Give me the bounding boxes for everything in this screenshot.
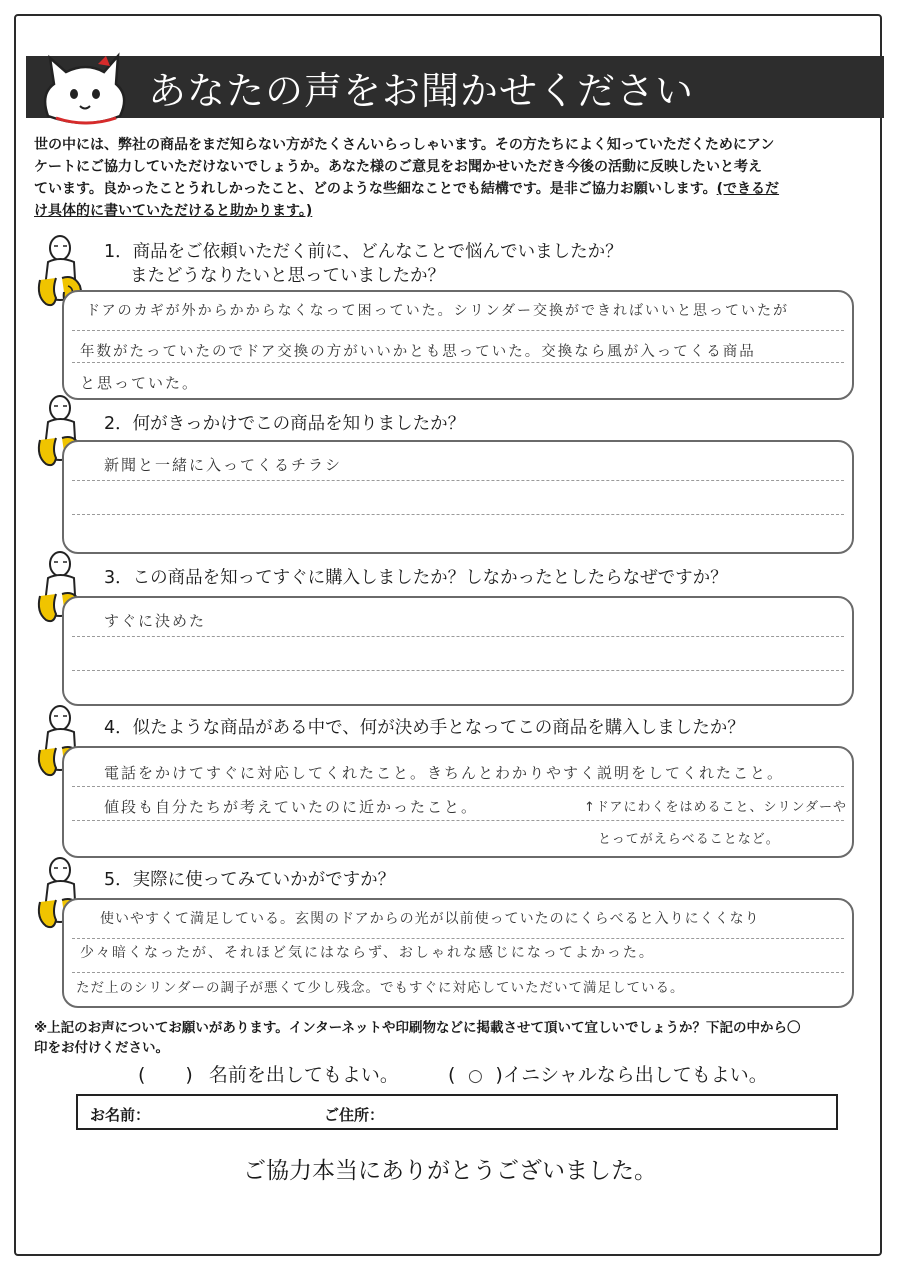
ruled-line xyxy=(72,972,844,973)
question-5-text: 5．実際に使ってみていかがですか？ xyxy=(104,870,396,890)
answer-1-line-2: 年数がたっていたのでドア交換の方がいいかとも思っていた。交換なら風が入ってくる商品 xyxy=(80,344,756,360)
answer-4-line-2: 値段も自分たちが考えていたのに近かったこと。 xyxy=(104,798,479,816)
intro-paragraph xyxy=(34,134,866,222)
name-field-label: お名前： xyxy=(90,1106,151,1124)
page-title: あなたの声をお聞かせください xyxy=(148,69,695,113)
ruled-line xyxy=(72,786,844,787)
answer-1-line-3: と思っていた。 xyxy=(80,374,200,392)
answer-5-line-3: ただ上のシリンダーの調子が悪くて少し残念。でもすぐに対応していただいて満足している。 xyxy=(76,980,685,996)
ruled-line xyxy=(72,636,844,637)
ruled-line xyxy=(72,362,844,363)
answer-4-note-2: とってがえらべることなど。 xyxy=(598,832,780,847)
intro-line-text: ています。良かったことうれしかったこと、どのような些細なことでも結構です。是非ご協力お願いします。 xyxy=(34,181,717,197)
answer-5-line-2: 少々暗くなったが、それほど気にはならず、おしゃれな感じになってよかった。 xyxy=(80,945,655,961)
answer-5-line-1: 使いやすくて満足している。玄関のドアからの光が以前使っていたのにくらべると入りにくくなり xyxy=(100,911,760,927)
note-line: ※上記のお声についてお願いがあります。インターネットや印刷物などに掲載させて頂いて宜しいでしょうか？下記の中から〇 xyxy=(34,1020,801,1036)
ruled-line xyxy=(72,480,844,481)
ruled-line xyxy=(72,330,844,331)
cat-mascot-icon xyxy=(36,44,136,128)
intro-line xyxy=(34,178,866,200)
ruled-line xyxy=(72,670,844,671)
option-close-paren: ) xyxy=(185,1064,193,1086)
question-1-text: 1．商品をご依頼いただく前に、どんなことで悩んでいましたか？ xyxy=(104,242,623,262)
question-2-text: 2．何がきっかけでこの商品を知りましたか？ xyxy=(104,414,466,434)
thanks-message: ご協力本当にありがとうございました。 xyxy=(243,1158,657,1184)
option-checkbox-marked[interactable]: ○ xyxy=(468,1066,483,1086)
option-open-paren: ( xyxy=(138,1064,146,1086)
question-3-text: 3．この商品を知ってすぐに購入しましたか？しなかったとしたらなぜですか？ xyxy=(104,568,728,588)
note-line: 印をお付けください。 xyxy=(34,1040,169,1056)
option-label: )イニシャルなら出してもよい。 xyxy=(495,1064,768,1086)
question-4-text: 4．似たような商品がある中で、何が決め手となってこの商品を購入しましたか？ xyxy=(104,718,745,738)
consent-option-initials[interactable] xyxy=(448,1060,768,1087)
ruled-line xyxy=(72,514,844,515)
intro-line: 世の中には、弊社の商品をまだ知らない方がたくさんいらっしゃいます。その方たちによく知っていただくためにアン xyxy=(34,137,775,153)
answer-4-note-1: ↑ドアにわくをはめること、シリンダーや xyxy=(584,800,847,815)
question-1-subtext: またどうなりたいと思っていましたか？ xyxy=(130,266,445,286)
option-open-paren: ( xyxy=(448,1064,456,1086)
intro-underlined-text: (できるだ xyxy=(716,181,780,197)
ruled-line xyxy=(72,938,844,939)
answer-4-line-1: 電話をかけてすぐに対応してくれたこと。きちんとわかりやすく説明をしてくれたこと。 xyxy=(104,764,785,782)
answer-3-line-1: すぐに決めた xyxy=(104,612,207,630)
intro-underlined-text: け具体的に書いていただけると助かります。) xyxy=(34,203,313,219)
name-address-box xyxy=(76,1094,838,1130)
answer-2-line-1: 新聞と一緒に入ってくるチラシ xyxy=(104,456,343,474)
option-label: 名前を出してもよい。 xyxy=(208,1064,399,1086)
ruled-line xyxy=(72,820,844,821)
address-field-label: ご住所： xyxy=(324,1106,385,1124)
intro-line: ケートにご協力していただけないでしょうか。あなた様のご意見をお聞かせいただき今後の活動に反映したいと考え xyxy=(34,159,762,175)
permission-note xyxy=(34,1018,874,1058)
answer-1-line-1: ドアのカギが外からかからなくなって困っていた。シリンダー交換ができればいいと思っていたが xyxy=(86,303,790,319)
consent-option-name[interactable] xyxy=(138,1060,399,1087)
